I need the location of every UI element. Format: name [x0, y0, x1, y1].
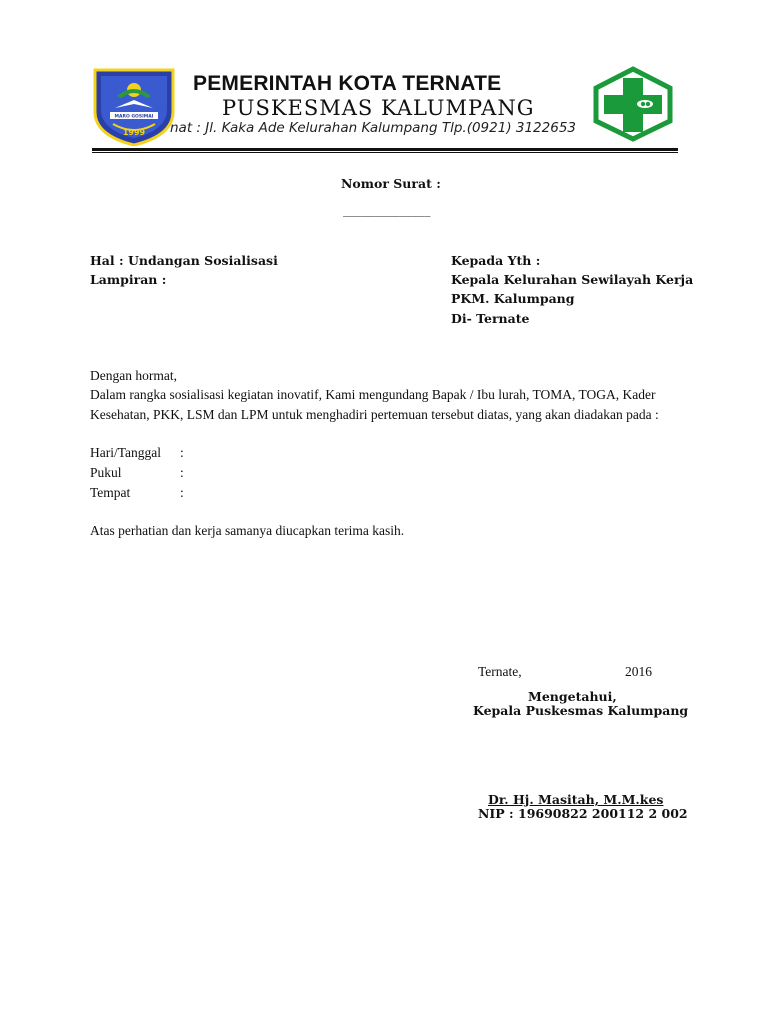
letter-number-label: Nomor Surat : [341, 176, 441, 191]
body-paragraph-line2: Kesehatan, PKK, LSM dan LPM untuk menghadiri pertemuan tersebut diatas, yang akan diadakan pada : [90, 407, 659, 422]
detail-place-label: Tempat [90, 485, 131, 500]
letterhead-divider-thin [92, 152, 678, 153]
detail-time-label: Pukul [90, 465, 122, 480]
attachment-line: Lampiran : [90, 272, 167, 287]
signatory-name: Dr. Hj. Masitah, M.M.kes [488, 792, 664, 807]
body-paragraph-line1: Dalam rangka sosialisasi kegiatan inovatif, Kami mengundang Bapak / Ibu lurah, TOMA, TOGA, Kader [90, 387, 656, 402]
signatory-position: Kepala Puskesmas Kalumpang [473, 703, 689, 718]
letterhead-divider-thick [92, 148, 678, 151]
greeting: Dengan hormat, [90, 368, 177, 383]
acknowledgement-label: Mengetahui, [528, 689, 617, 704]
emblem-year-text: 1999 [122, 128, 146, 137]
subject-line: Hal : Undangan Sosialisasi [90, 253, 278, 268]
signature-year: 2016 [625, 664, 652, 679]
signatory-nip: NIP : 19690822 200112 2 002 [478, 806, 688, 821]
detail-place-colon: : [180, 485, 184, 500]
recipient-location: Di- Ternate [451, 311, 530, 326]
detail-date-colon: : [180, 445, 184, 460]
detail-time-colon: : [180, 465, 184, 480]
letterhead-address: nat : Jl. Kaka Ade Kelurahan Kalumpang Tlp.(0921) 3122653 [170, 120, 577, 136]
emblem-banner-text: MARO GOSIMAI [114, 114, 154, 120]
letterhead-title: PEMERINTAH KOTA TERNATE [193, 72, 502, 95]
signature-place: Ternate, [478, 664, 522, 679]
city-emblem-logo [93, 68, 175, 146]
detail-date-label: Hari/Tanggal [90, 445, 162, 460]
recipient-salutation: Kepada Yth : [451, 253, 541, 268]
recipient-title: Kepala Kelurahan Sewilayah Kerja [451, 272, 694, 287]
closing-sentence: Atas perhatian dan kerja samanya diucapkan terima kasih. [90, 523, 405, 538]
letter-number-blank: ______________ [343, 202, 431, 217]
puskesmas-cross-logo [593, 66, 673, 142]
letterhead-subtitle: PUSKESMAS KALUMPANG [222, 96, 535, 120]
recipient-organization: PKM. Kalumpang [451, 291, 575, 306]
